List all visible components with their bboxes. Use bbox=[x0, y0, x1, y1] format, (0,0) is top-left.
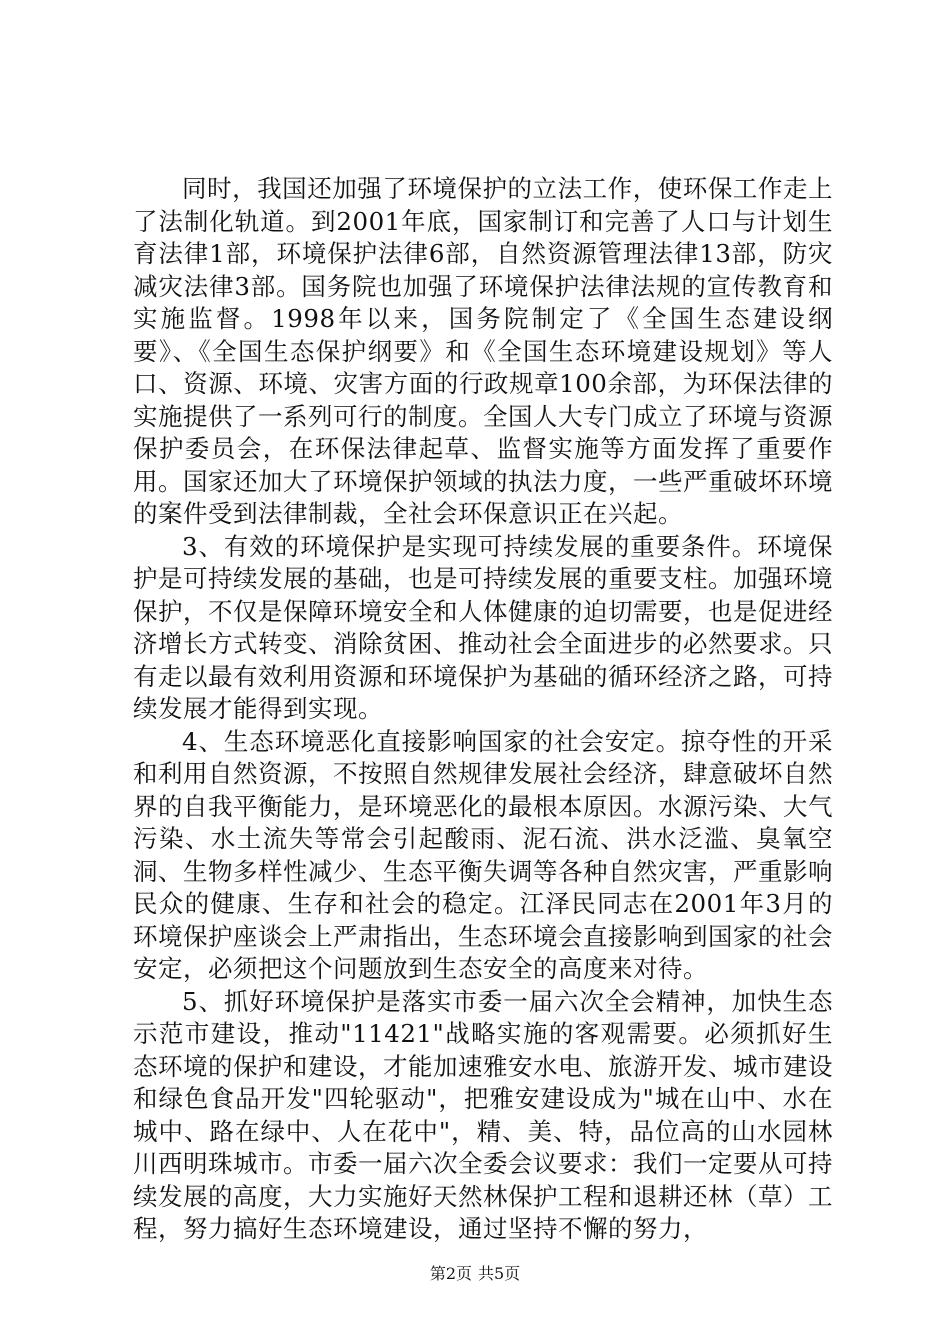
page-total: 共5页 bbox=[478, 1264, 521, 1283]
paragraph-legislation: 同时，我国还加强了环境保护的立法工作，使环保工作走上了法制化轨道。到2001年底，国家制订和完善了人口与计划生育法律1部，环境保护法律6部，自然资源管理法律13部，防灾减灾法律3部。国务院也加强了环境保护法律法规的宣传教育和实施监督。1998年以来，国务院制定了《全国生态建设纲要》、《全国生态保护纲要》和《全国生态环境建设规划》等人口、资源、环境、灾害方面的行政规章100余部，为环保法律的实施提供了一系列可行的制度。全国人大专门成立了环境与资源保护委员会，在环保法律起草、监督实施等方面发挥了重要作用。国家还加大了环境保护领域的执法力度，一些严重破坏环境的案件受到法律制裁，全社会环保意识正在兴起。 bbox=[133, 174, 833, 528]
paragraph-point-5: 5、抓好环境保护是落实市委一届六次全会精神，加快生态示范市建设，推动"11421"战略实施的客观需要。必须抓好生态环境的保护和建设，才能加速雅安水电、旅游开发、城市建设和绿色食品开发"四轮驱动"，把雅安建设成为"城在山中、水在城中、路在绿中、人在花中"，精、美、特，品位高的山水园林川西明珠城市。市委一届六次全委会议要求：我们一定要从可持续发展的高度，大力实施好天然林保护工程和退耕还林（草）工程，努力搞好生态环境建设，通过坚持不懈的努力， bbox=[133, 986, 833, 1243]
page-number: 第2页 bbox=[429, 1264, 472, 1283]
paragraph-point-4: 4、生态环境恶化直接影响国家的社会安定。掠夺性的开采和利用自然资源，不按照自然规律发展社会经济，肆意破坏自然界的自我平衡能力，是环境恶化的最根本原因。水源污染、大气污染、水土流失等常会引起酸雨、泥石流、洪水泛滥、臭氧空洞、生物多样性减少、生态平衡失调等各种自然灾害，严重影响民众的健康、生存和社会的稳定。江泽民同志在2001年3月的环境保护座谈会上严肃指出，生态环境会直接影响到国家的社会安定，必须把这个问题放到生态安全的高度来对待。 bbox=[133, 726, 833, 983]
paragraph-point-3: 3、有效的环境保护是实现可持续发展的重要条件。环境保护是可持续发展的基础，也是可持续发展的重要支柱。加强环境保护，不仅是保障环境安全和人体健康的迫切需要，也是促进经济增长方式转变、消除贫困、推动社会全面进步的必然要求。只有走以最有效利用资源和环境保护为基础的循环经济之路，可持续发展才能得到实现。 bbox=[133, 531, 833, 723]
page-footer bbox=[0, 1261, 950, 1284]
document-body bbox=[133, 173, 833, 1246]
